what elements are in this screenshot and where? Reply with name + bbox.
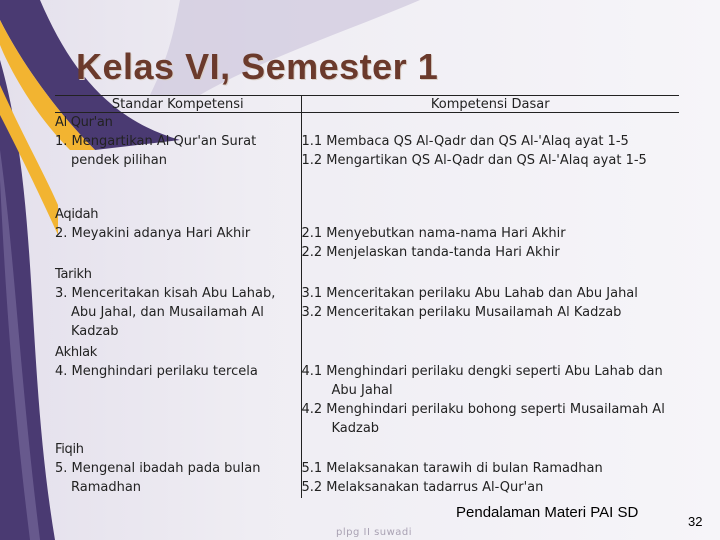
dasar-item: 3.1 Menceritakan perilaku Abu Lahab dan Abu Jahal [301, 286, 638, 301]
table-row [55, 205, 679, 265]
standar-cell [55, 113, 301, 206]
standar-text: 1. Mengartikan Al Qur'an Surat pendek pilihan [55, 134, 257, 168]
dasar-item: 5.2 Melaksanakan tadarrus Al-Qur'an [301, 480, 544, 495]
dasar-item: 2.1 Menyebutkan nama-nama Hari Akhir [301, 226, 566, 241]
category-label: Tarikh [55, 267, 92, 282]
competency-table [55, 95, 679, 498]
standar-text: 2. Meyakini adanya Hari Akhir [55, 226, 251, 241]
page-number: 32 [688, 514, 703, 529]
footer-title: Pendalaman Materi PAI SD [456, 504, 639, 521]
standar-cell [55, 265, 301, 343]
category-label: Aqidah [55, 207, 99, 222]
dasar-cell [301, 440, 679, 498]
table-row [55, 440, 679, 498]
header-kompetensi-dasar: Kompetensi Dasar [301, 96, 679, 113]
category-label: Al Qur'an [55, 115, 113, 130]
standar-text: 4. Menghindari perilaku tercela [55, 364, 258, 379]
dasar-item: 4.1 Menghindari perilaku dengki seperti Abu Lahab dan Abu Jahal [301, 364, 663, 398]
category-label: Fiqih [55, 442, 84, 457]
slide-title: Kelas VI, Semester 1 [76, 46, 439, 87]
table-header-row [55, 96, 679, 113]
dasar-cell [301, 343, 679, 440]
standar-cell [55, 440, 301, 498]
footer-watermark: plpg II suwadi [336, 527, 413, 538]
table-row [55, 343, 679, 440]
dasar-item: 3.2 Menceritakan perilaku Musailamah Al Kadzab [301, 305, 622, 320]
dasar-item: 2.2 Menjelaskan tanda-tanda Hari Akhir [301, 245, 560, 260]
standar-cell [55, 343, 301, 440]
dasar-item: 1.1 Membaca QS Al-Qadr dan QS Al-'Alaq ayat 1-5 [301, 134, 629, 149]
dasar-item: 5.1 Melaksanakan tarawih di bulan Ramadhan [301, 461, 603, 476]
dasar-item: 4.2 Menghindari perilaku bohong seperti Musailamah Al Kadzab [301, 402, 665, 436]
dasar-item: 1.2 Mengartikan QS Al-Qadr dan QS Al-'Alaq ayat 1-5 [301, 153, 647, 168]
standar-cell [55, 205, 301, 265]
dasar-cell [301, 265, 679, 343]
dasar-cell [301, 205, 679, 265]
table-row [55, 265, 679, 343]
dasar-cell [301, 113, 679, 206]
category-label: Akhlak [55, 345, 97, 360]
header-standar-kompetensi: Standar Kompetensi [55, 96, 301, 113]
standar-text: 3. Menceritakan kisah Abu Lahab, Abu Jahal, dan Musailamah Al Kadzab [55, 286, 276, 339]
table-row [55, 113, 679, 206]
standar-text: 5. Mengenal ibadah pada bulan Ramadhan [55, 461, 261, 495]
